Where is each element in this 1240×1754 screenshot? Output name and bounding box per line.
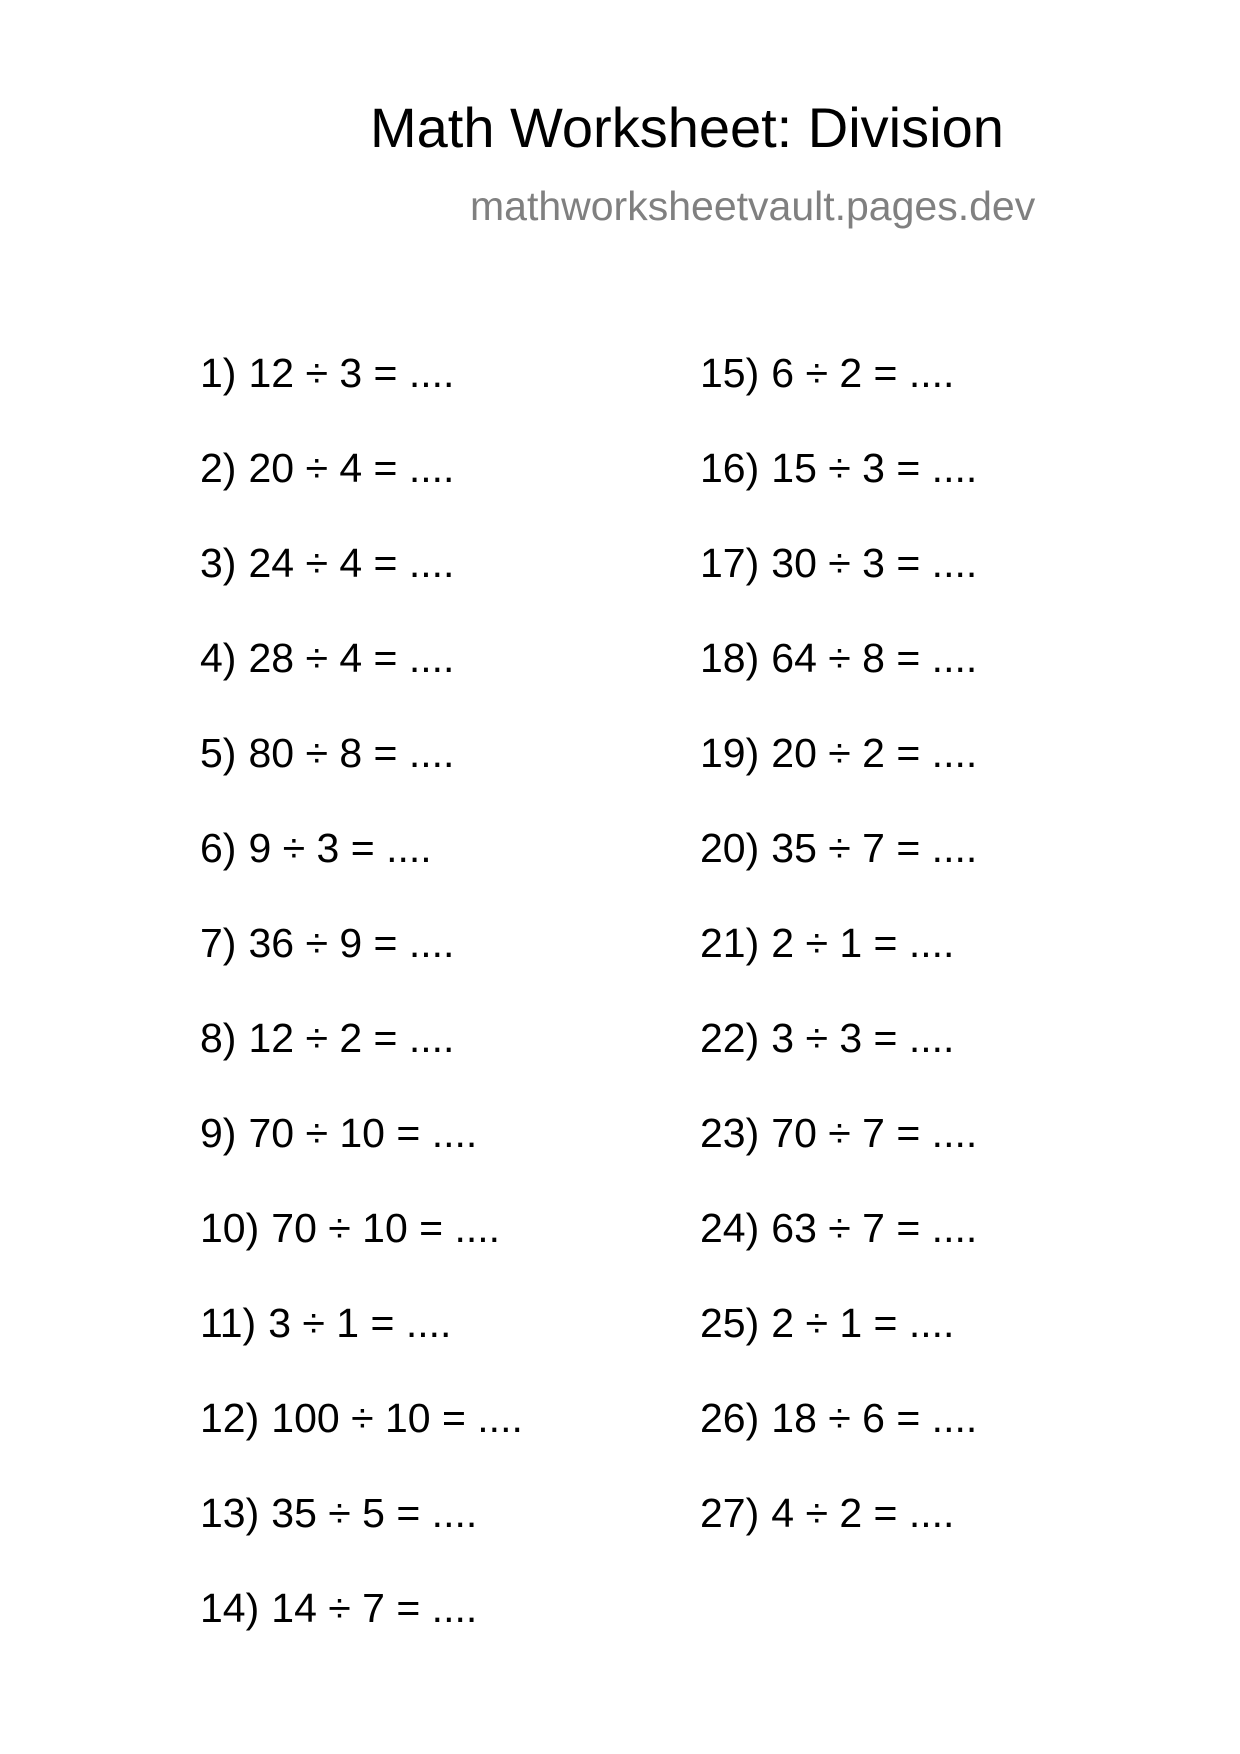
problem-number: 25) bbox=[700, 1300, 760, 1346]
problem-item bbox=[200, 635, 523, 733]
site-url: mathworksheetvault.pages.dev bbox=[470, 183, 1036, 229]
problem-expression: 35 ÷ 7 = .... bbox=[771, 825, 978, 871]
problem-expression: 4 ÷ 2 = .... bbox=[771, 1490, 955, 1536]
problem-number: 5) bbox=[200, 730, 237, 776]
problem-item bbox=[700, 1490, 977, 1588]
problem-number: 22) bbox=[700, 1015, 760, 1061]
problem-item bbox=[200, 730, 523, 828]
problem-expression: 9 ÷ 3 = .... bbox=[248, 825, 432, 871]
problem-expression: 3 ÷ 3 = .... bbox=[771, 1015, 955, 1061]
problem-expression: 15 ÷ 3 = .... bbox=[771, 445, 978, 491]
problem-number: 9) bbox=[200, 1110, 237, 1156]
problem-number: 17) bbox=[700, 540, 760, 586]
problem-expression: 35 ÷ 5 = .... bbox=[271, 1490, 478, 1536]
problem-number: 24) bbox=[700, 1205, 760, 1251]
problem-number: 18) bbox=[700, 635, 760, 681]
problem-number: 1) bbox=[200, 350, 237, 396]
problem-item bbox=[700, 920, 977, 1018]
problem-expression: 24 ÷ 4 = .... bbox=[248, 540, 455, 586]
problem-item bbox=[700, 445, 978, 543]
problem-item bbox=[700, 825, 978, 923]
problem-number: 13) bbox=[200, 1490, 260, 1536]
problem-item bbox=[200, 1300, 523, 1398]
problem-number: 3) bbox=[200, 540, 237, 586]
problem-expression: 64 ÷ 8 = .... bbox=[771, 635, 978, 681]
problem-expression: 2 ÷ 1 = .... bbox=[771, 1300, 955, 1346]
problem-expression: 80 ÷ 8 = .... bbox=[248, 730, 455, 776]
problem-item bbox=[700, 350, 977, 448]
problem-number: 15) bbox=[700, 350, 760, 396]
problem-number: 6) bbox=[200, 825, 237, 871]
problem-item bbox=[700, 540, 978, 638]
problem-expression: 63 ÷ 7 = .... bbox=[771, 1205, 978, 1251]
problem-item bbox=[200, 1585, 523, 1683]
problem-number: 23) bbox=[700, 1110, 760, 1156]
problem-expression: 20 ÷ 4 = .... bbox=[248, 445, 455, 491]
problem-expression: 2 ÷ 1 = .... bbox=[771, 920, 955, 966]
problem-expression: 12 ÷ 3 = .... bbox=[248, 350, 455, 396]
problem-item bbox=[200, 1110, 523, 1208]
problem-expression: 70 ÷ 10 = .... bbox=[271, 1205, 501, 1251]
problem-column-left bbox=[200, 350, 523, 1683]
problem-item bbox=[700, 1395, 978, 1493]
problem-expression: 18 ÷ 6 = .... bbox=[771, 1395, 978, 1441]
problem-expression: 100 ÷ 10 = .... bbox=[271, 1395, 523, 1441]
problem-number: 26) bbox=[700, 1395, 760, 1441]
problem-item bbox=[700, 730, 978, 828]
problem-number: 19) bbox=[700, 730, 760, 776]
problem-expression: 70 ÷ 7 = .... bbox=[771, 1110, 978, 1156]
problem-item bbox=[200, 920, 523, 1018]
problem-number: 14) bbox=[200, 1585, 260, 1631]
problem-column-right bbox=[700, 350, 978, 1588]
problem-item bbox=[200, 1015, 523, 1113]
problem-item bbox=[700, 1300, 977, 1398]
problem-number: 12) bbox=[200, 1395, 260, 1441]
problem-number: 16) bbox=[700, 445, 760, 491]
problem-expression: 14 ÷ 7 = .... bbox=[271, 1585, 478, 1631]
problem-item bbox=[200, 350, 523, 448]
problem-expression: 36 ÷ 9 = .... bbox=[248, 920, 455, 966]
problem-expression: 70 ÷ 10 = .... bbox=[248, 1110, 478, 1156]
problem-expression: 3 ÷ 1 = .... bbox=[268, 1300, 452, 1346]
problem-item bbox=[200, 1395, 523, 1493]
problem-item bbox=[200, 445, 523, 543]
problem-number: 27) bbox=[700, 1490, 760, 1536]
problem-item bbox=[700, 1015, 977, 1113]
problem-expression: 6 ÷ 2 = .... bbox=[771, 350, 955, 396]
problem-number: 4) bbox=[200, 635, 237, 681]
problem-item bbox=[200, 1205, 523, 1303]
problem-expression: 28 ÷ 4 = .... bbox=[248, 635, 455, 681]
problem-number: 11) bbox=[200, 1300, 257, 1346]
problem-number: 7) bbox=[200, 920, 237, 966]
problem-number: 10) bbox=[200, 1205, 260, 1251]
worksheet-title: Math Worksheet: Division bbox=[370, 96, 1004, 159]
problem-number: 2) bbox=[200, 445, 237, 491]
problem-expression: 12 ÷ 2 = .... bbox=[248, 1015, 455, 1061]
problem-item bbox=[700, 635, 978, 733]
problem-item bbox=[200, 825, 523, 923]
problem-item bbox=[700, 1205, 978, 1303]
problem-item bbox=[200, 1490, 523, 1588]
problem-expression: 30 ÷ 3 = .... bbox=[771, 540, 978, 586]
problem-expression: 20 ÷ 2 = .... bbox=[771, 730, 978, 776]
problem-item bbox=[700, 1110, 978, 1208]
problem-item bbox=[200, 540, 523, 638]
problem-number: 21) bbox=[700, 920, 760, 966]
problem-number: 8) bbox=[200, 1015, 237, 1061]
problem-number: 20) bbox=[700, 825, 760, 871]
